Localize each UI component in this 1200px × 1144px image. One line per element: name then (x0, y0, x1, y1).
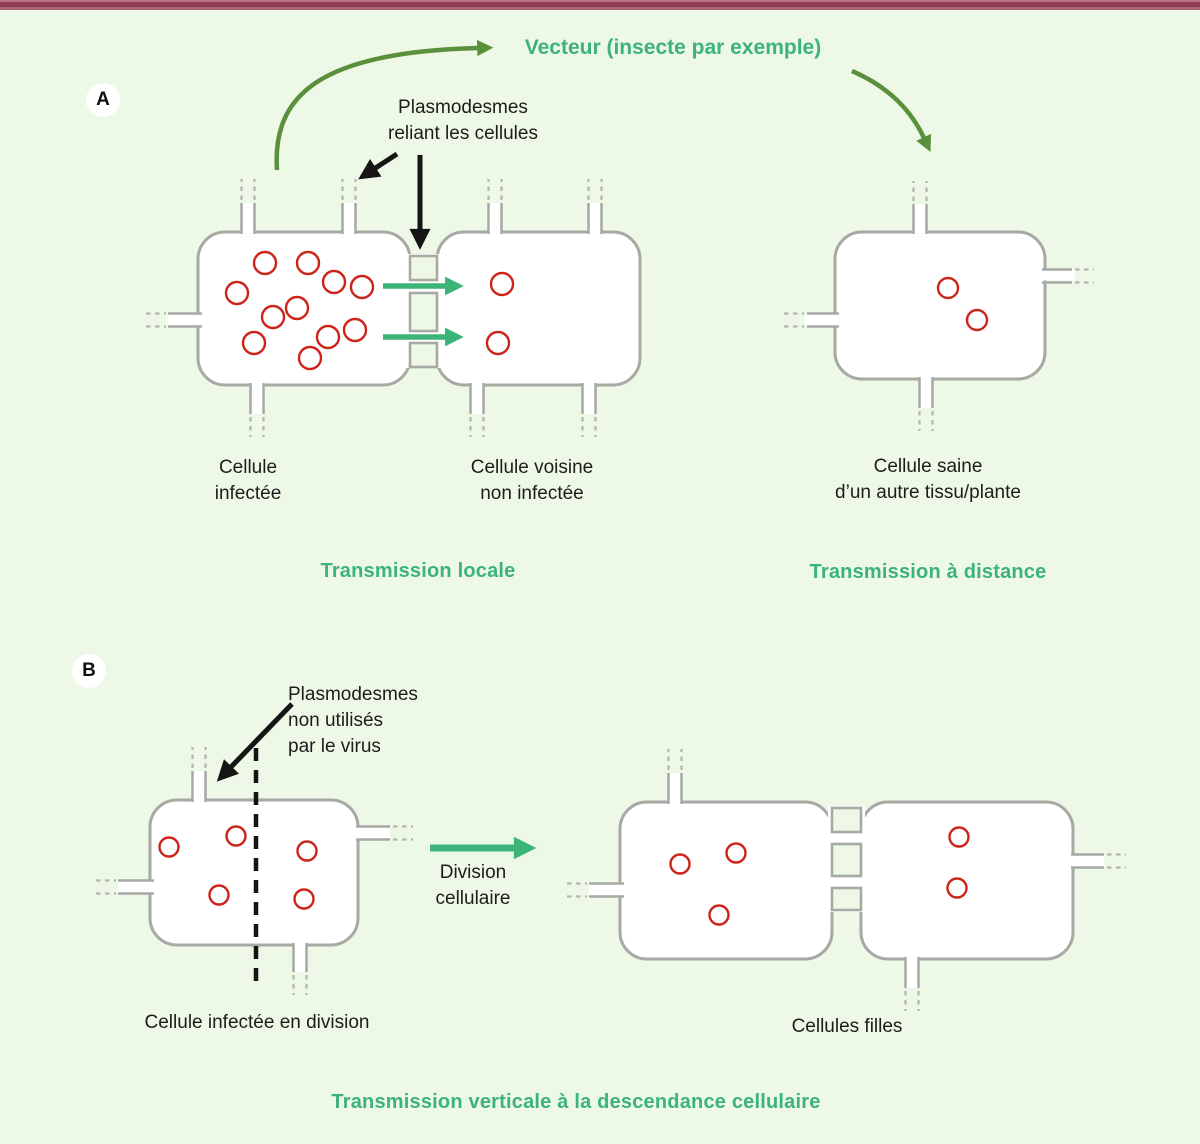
label-healthy-cell (835, 454, 1021, 506)
label-daughter-cells: Cellules filles (791, 1016, 903, 1037)
label-neighbor-cell (471, 455, 594, 507)
label-line: non infectée (480, 483, 584, 504)
label-cell-division (436, 860, 511, 912)
label-line: Plasmodesmes (288, 684, 418, 705)
label-line: infectée (214, 483, 282, 504)
label-line: Plasmodesmes (398, 97, 528, 118)
caption-vertical-transmission: Transmission verticale à la descendance cellulaire (331, 1091, 821, 1113)
label-line: Cellule (218, 457, 278, 478)
label-plasmodesmes-b (288, 682, 418, 760)
arrow-vector-to-healthy-cell (852, 71, 924, 138)
label-line: par le virus (288, 736, 381, 757)
panel-a-badge (86, 83, 120, 117)
cell-daughter-left (620, 802, 832, 959)
label-line: Cellule saine (873, 456, 983, 477)
label-infected-cell (215, 455, 282, 507)
label-plasmodesmes-a (388, 95, 538, 147)
panel-b-letter: B (82, 660, 96, 681)
cell-junction-b (828, 806, 865, 912)
caption-distance-transmission: Transmission à distance (809, 561, 1047, 583)
label-dividing-cell: Cellule infectée en division (144, 1012, 370, 1033)
label-line: cellulaire (435, 888, 511, 909)
vector-title: Vecteur (insecte par exemple) (524, 36, 822, 59)
cell-junction-a (406, 254, 441, 368)
panel-b-badge (72, 654, 106, 688)
arrow-plasmodesme-pointer-a (374, 154, 397, 169)
arrow-plasmodesme-pointer-b (230, 704, 292, 768)
label-line: d’un autre tissu/plante (835, 482, 1021, 503)
label-line: reliant les cellules (388, 123, 538, 144)
cell-neighbor (437, 232, 640, 385)
label-line: Division (439, 862, 507, 883)
cell-daughter-right (861, 802, 1073, 959)
label-line: Cellule voisine (470, 457, 594, 478)
label-line: non utilisés (288, 710, 384, 731)
panel-a-letter: A (96, 89, 110, 110)
cell-healthy (835, 232, 1045, 379)
caption-local-transmission: Transmission locale (320, 560, 516, 582)
